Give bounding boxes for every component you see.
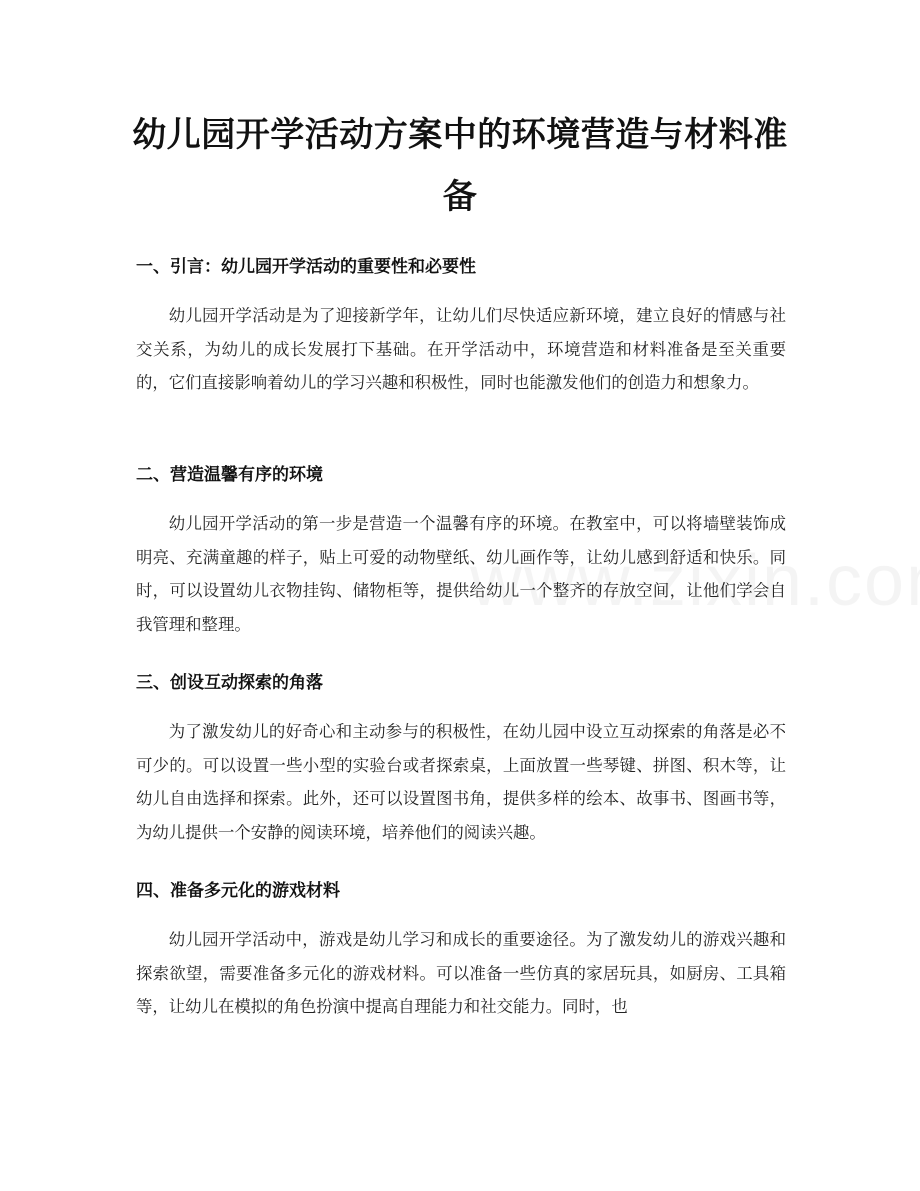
section-heading-2: 二、营造温馨有序的环境 (136, 465, 323, 485)
section-paragraph-2: 幼儿园开学活动的第一步是营造一个温馨有序的环境。在教室中，可以将墙壁装饰成明亮、充满童趣的样子，贴上可爱的动物壁纸、幼儿画作等，让幼儿感到舒适和快乐。同时，可以设置幼儿衣物挂钩、储物柜等，提供给幼儿一个整齐的存放空间，让他们学会自我管理和整理。 (136, 514, 786, 634)
section-heading-1: 一、引言：幼儿园开学活动的重要性和必要性 (136, 257, 476, 277)
section-heading-3: 三、创设互动探索的角落 (136, 673, 323, 693)
document-title: 幼儿园开学活动方案中的环境营造与材料准备 (132, 115, 788, 217)
section-paragraph-1: 幼儿园开学活动是为了迎接新学年，让幼儿们尽快适应新环境，建立良好的情感与社交关系，为幼儿的成长发展打下基础。在开学活动中，环境营造和材料准备是至关重要的，它们直接影响着幼儿的学习兴趣和积极性，同时也能激发他们的创造力和想象力。 (136, 306, 786, 392)
section-heading-4: 四、准备多元化的游戏材料 (136, 881, 340, 901)
section-paragraph-3: 为了激发幼儿的好奇心和主动参与的积极性，在幼儿园中设立互动探索的角落是必不可少的。可以设置一些小型的实验台或者探索桌，上面放置一些琴键、拼图、积木等，让幼儿自由选择和探索。此外，还可以设置图书角，提供多样的绘本、故事书、图画书等，为幼儿提供一个安静的阅读环境，培养他们的阅读兴趣。 (136, 722, 786, 842)
section-paragraph-4: 幼儿园开学活动中，游戏是幼儿学习和成长的重要途径。为了激发幼儿的游戏兴趣和探索欲望，需要准备多元化的游戏材料。可以准备一些仿真的家居玩具，如厨房、工具箱等，让幼儿在模拟的角色扮演中提高自理能力和社交能力。同时，也 (136, 930, 786, 1016)
